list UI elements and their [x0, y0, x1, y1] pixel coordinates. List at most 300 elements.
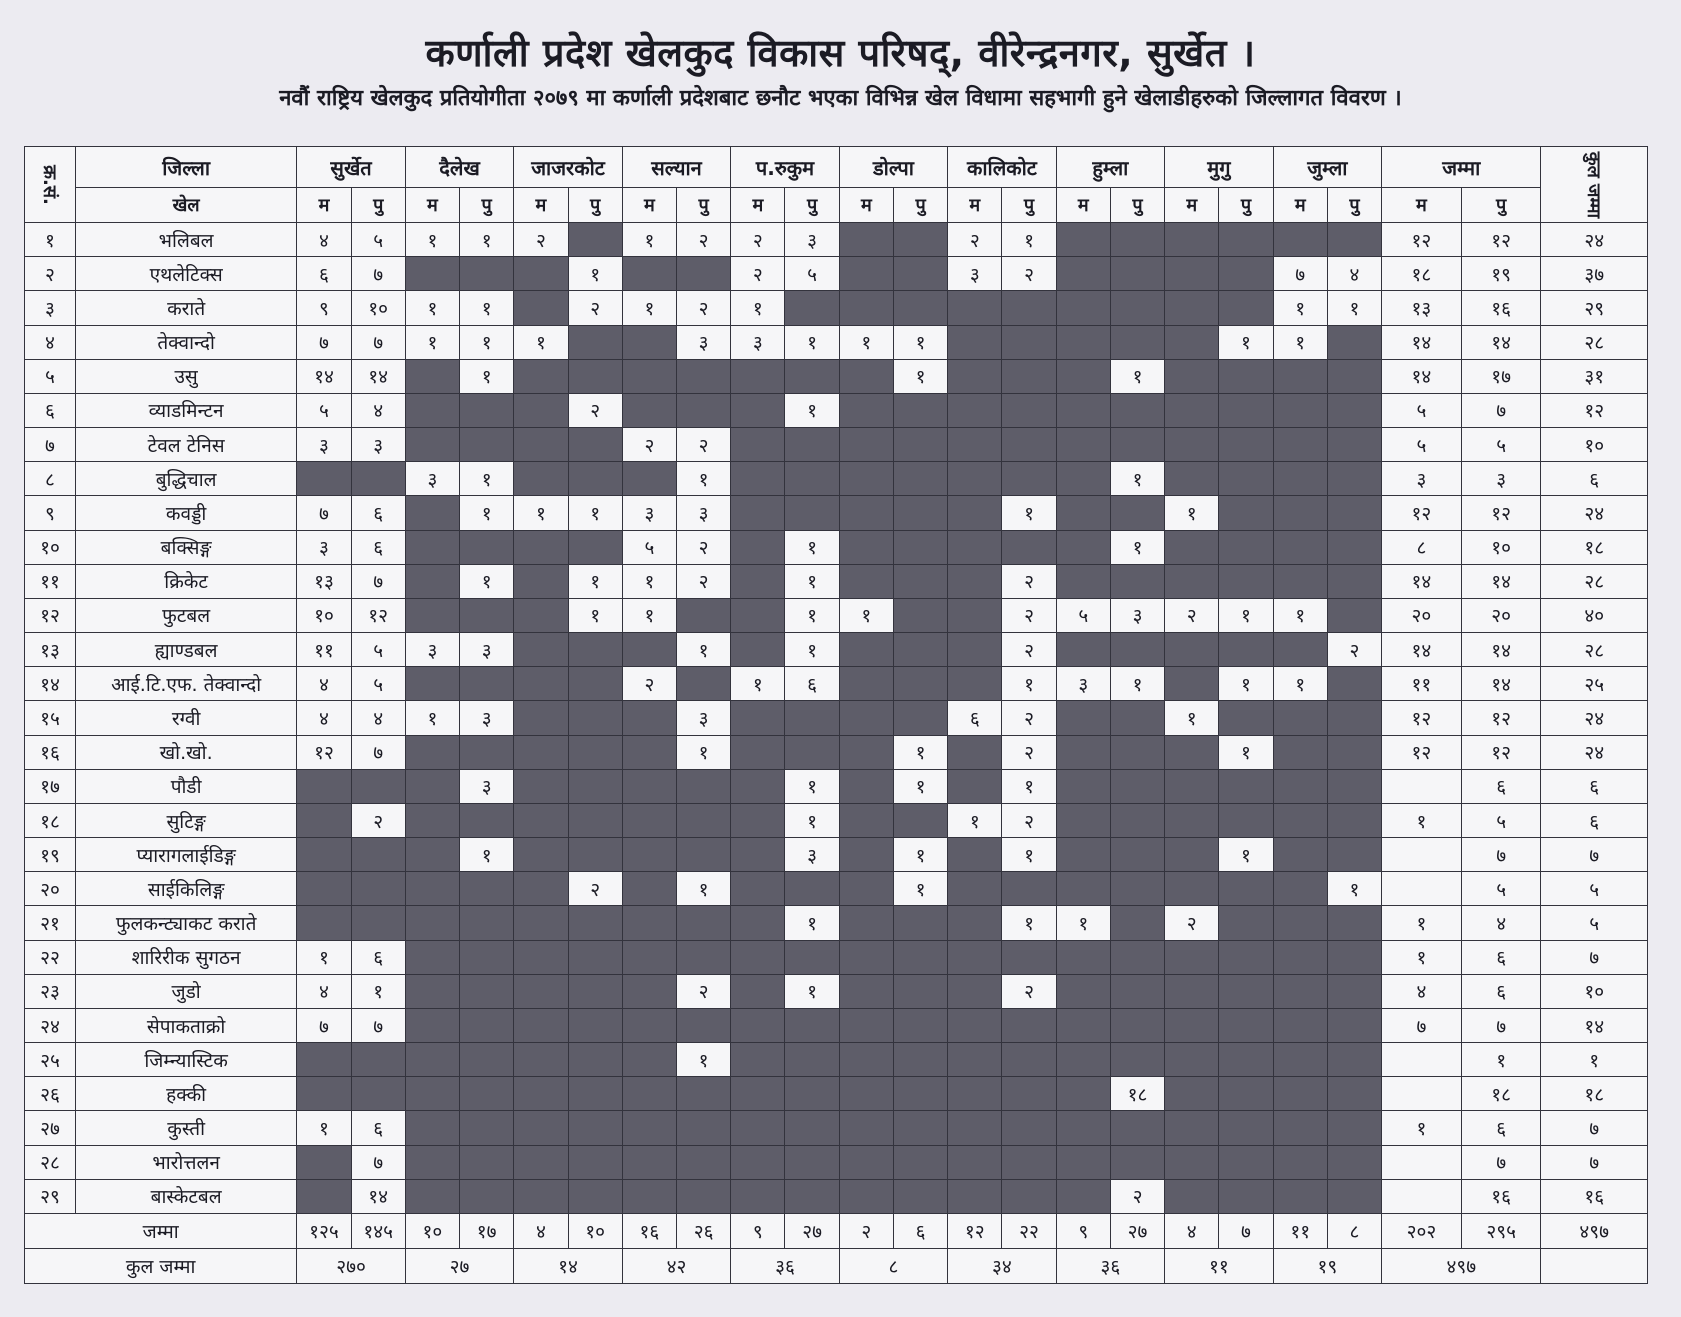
row-total-male: १०	[1461, 530, 1541, 564]
row-cell	[1327, 838, 1381, 872]
row-cell: ३	[677, 325, 731, 359]
row-cell: २	[568, 291, 622, 325]
row-cell: ५	[351, 633, 405, 667]
row-total-all: ६	[1541, 769, 1648, 803]
row-cell	[948, 633, 1002, 667]
row-cell	[677, 598, 731, 632]
row-cell: ३	[460, 701, 514, 735]
row-cell	[893, 291, 947, 325]
table-row	[25, 769, 1648, 803]
row-cell	[622, 838, 676, 872]
row-cell	[460, 974, 514, 1008]
row-cell: १	[1165, 496, 1219, 530]
row-cell	[948, 1008, 1002, 1042]
row-total-all: ७	[1541, 1111, 1648, 1145]
row-cell: ३	[948, 257, 1002, 291]
row-cell	[677, 1145, 731, 1179]
row-cell	[1219, 701, 1273, 735]
table-row	[25, 1043, 1648, 1077]
row-cell	[514, 1043, 568, 1077]
row-cell: १	[839, 598, 893, 632]
row-total-female: १४	[1382, 325, 1462, 359]
row-cell: २	[1327, 633, 1381, 667]
row-sn: २०	[25, 872, 76, 906]
header-male: पु	[677, 188, 731, 223]
row-cell	[622, 906, 676, 940]
row-cell	[351, 769, 405, 803]
row-cell	[839, 428, 893, 462]
row-game: कुस्ती	[75, 1111, 296, 1145]
row-cell	[568, 1111, 622, 1145]
row-cell: १	[405, 325, 459, 359]
row-cell: १	[785, 325, 839, 359]
row-cell: ६	[785, 667, 839, 701]
row-cell	[731, 1008, 785, 1042]
row-cell	[785, 428, 839, 462]
row-cell	[568, 1043, 622, 1077]
row-total-female	[1382, 838, 1462, 872]
header-female: म	[297, 188, 351, 223]
row-cell: १	[677, 1043, 731, 1077]
row-sn: २९	[25, 1179, 76, 1213]
row-cell	[568, 1179, 622, 1213]
row-cell: १	[785, 906, 839, 940]
row-total-male: १२	[1461, 496, 1541, 530]
row-cell	[1273, 769, 1327, 803]
row-cell	[1110, 257, 1164, 291]
row-total-all: २४	[1541, 701, 1648, 735]
row-sn: ४	[25, 325, 76, 359]
row-cell: १	[297, 940, 351, 974]
grand-total-cell: ११	[1165, 1249, 1273, 1284]
row-cell	[893, 1077, 947, 1111]
totals-cell: १७	[460, 1214, 514, 1249]
row-cell	[405, 803, 459, 837]
totals-cell: १२५	[297, 1214, 351, 1249]
header-male: पु	[893, 188, 947, 223]
row-cell	[514, 462, 568, 496]
row-cell: १	[405, 291, 459, 325]
row-cell	[1327, 974, 1381, 1008]
row-total-male: ७	[1461, 1145, 1541, 1179]
header-female: म	[622, 188, 676, 223]
row-cell	[1219, 1179, 1273, 1213]
table-row	[25, 359, 1648, 393]
row-cell	[297, 838, 351, 872]
row-total-male: १६	[1461, 291, 1541, 325]
row-cell: १३	[297, 564, 351, 598]
header-district-name: सल्यान	[622, 147, 730, 188]
row-cell: १	[731, 291, 785, 325]
row-cell: ३	[351, 428, 405, 462]
row-cell	[297, 872, 351, 906]
row-cell	[731, 428, 785, 462]
row-cell	[405, 667, 459, 701]
row-cell	[948, 735, 1002, 769]
row-cell: ७	[297, 325, 351, 359]
row-cell	[351, 906, 405, 940]
row-cell	[622, 462, 676, 496]
row-cell	[297, 1145, 351, 1179]
table-row	[25, 223, 1648, 257]
row-cell	[1273, 1179, 1327, 1213]
row-game: सुटिङ्ग	[75, 803, 296, 837]
row-cell: ६	[351, 940, 405, 974]
row-cell	[731, 838, 785, 872]
row-cell	[1056, 462, 1110, 496]
row-total-all: ५	[1541, 872, 1648, 906]
row-cell	[1327, 325, 1381, 359]
row-cell	[405, 872, 459, 906]
row-cell	[1219, 974, 1273, 1008]
row-cell: ९	[297, 291, 351, 325]
row-cell	[948, 906, 1002, 940]
row-cell	[351, 462, 405, 496]
row-cell	[893, 701, 947, 735]
row-cell	[1056, 257, 1110, 291]
table-row	[25, 530, 1648, 564]
row-cell: १	[1165, 701, 1219, 735]
header-female: म	[1056, 188, 1110, 223]
row-cell	[622, 701, 676, 735]
row-cell: १	[1327, 872, 1381, 906]
row-cell: १०	[297, 598, 351, 632]
row-total-male: १२	[1461, 701, 1541, 735]
row-cell	[460, 530, 514, 564]
row-cell	[677, 769, 731, 803]
row-cell	[1327, 393, 1381, 427]
table-row	[25, 803, 1648, 837]
header-district-name: मुगु	[1165, 147, 1273, 188]
row-cell	[839, 223, 893, 257]
row-game: भलिबल	[75, 223, 296, 257]
row-sn: २२	[25, 940, 76, 974]
row-cell	[1002, 428, 1056, 462]
row-cell	[1056, 803, 1110, 837]
row-cell: १	[1110, 667, 1164, 701]
row-cell	[948, 872, 1002, 906]
row-cell	[405, 838, 459, 872]
row-total-all: २९	[1541, 291, 1648, 325]
row-cell	[731, 872, 785, 906]
row-cell: १	[1002, 769, 1056, 803]
row-cell	[893, 496, 947, 530]
row-total-male: ७	[1461, 393, 1541, 427]
row-cell: २	[1002, 564, 1056, 598]
row-cell	[297, 769, 351, 803]
row-cell	[1110, 325, 1164, 359]
row-total-male: १२	[1461, 735, 1541, 769]
row-cell	[1002, 359, 1056, 393]
row-cell: ३	[297, 530, 351, 564]
row-cell	[839, 530, 893, 564]
row-sn: ३	[25, 291, 76, 325]
row-cell: ५	[785, 257, 839, 291]
row-cell	[1056, 872, 1110, 906]
row-cell: ३	[677, 701, 731, 735]
row-total-all: २८	[1541, 564, 1648, 598]
row-cell	[1327, 530, 1381, 564]
header-male: पु	[1110, 188, 1164, 223]
row-cell	[948, 564, 1002, 598]
row-cell	[948, 359, 1002, 393]
row-cell	[1110, 872, 1164, 906]
row-cell	[514, 906, 568, 940]
row-cell: ३	[297, 428, 351, 462]
row-cell	[948, 291, 1002, 325]
table-row	[25, 974, 1648, 1008]
row-cell	[1056, 940, 1110, 974]
page-subtitle: नवौं राष्ट्रिय खेलकुद प्रतियोगीता २०७९ मा कर्णाली प्रदेशबाट छनौट भएका विभिन्न खेल विधामा सहभागी हुने खेलाडीहरुको जिल्लागत विवरण ।	[279, 86, 1402, 111]
header-male: पु	[568, 188, 622, 223]
row-cell	[568, 530, 622, 564]
row-cell	[785, 872, 839, 906]
row-game: कवड्डी	[75, 496, 296, 530]
row-cell	[297, 1179, 351, 1213]
row-cell	[1327, 940, 1381, 974]
row-cell	[1273, 428, 1327, 462]
row-cell: २	[677, 428, 731, 462]
row-game: बुद्धिचाल	[75, 462, 296, 496]
table-row	[25, 838, 1648, 872]
page-title: कर्णाली प्रदेश खेलकुद विकास परिषद्, वीरेन्द्रनगर, सुर्खेत ।	[425, 31, 1256, 75]
row-cell	[839, 291, 893, 325]
row-cell	[1327, 701, 1381, 735]
row-game: व्याडमिन्टन	[75, 393, 296, 427]
row-cell	[514, 428, 568, 462]
row-cell	[622, 1145, 676, 1179]
row-cell: ११	[297, 633, 351, 667]
row-cell	[839, 257, 893, 291]
row-cell	[622, 1077, 676, 1111]
row-total-female: १	[1382, 803, 1462, 837]
row-cell	[1056, 530, 1110, 564]
row-cell	[1110, 1111, 1164, 1145]
row-cell	[677, 940, 731, 974]
row-cell	[1165, 564, 1219, 598]
row-cell: १	[785, 530, 839, 564]
row-cell	[1273, 735, 1327, 769]
row-cell	[839, 496, 893, 530]
row-cell	[460, 1145, 514, 1179]
row-cell	[405, 1179, 459, 1213]
row-cell: ३	[622, 496, 676, 530]
row-cell: ६	[948, 701, 1002, 735]
row-cell	[568, 1008, 622, 1042]
row-sn: ८	[25, 462, 76, 496]
row-cell	[785, 462, 839, 496]
row-cell	[514, 803, 568, 837]
row-total-all: ५	[1541, 906, 1648, 940]
table-row	[25, 564, 1648, 598]
row-cell	[1002, 462, 1056, 496]
row-cell: २	[514, 223, 568, 257]
row-cell	[622, 803, 676, 837]
header-sn	[25, 147, 76, 223]
row-sn: ११	[25, 564, 76, 598]
row-cell	[1165, 1111, 1219, 1145]
row-cell	[893, 530, 947, 564]
row-game: खो.खो.	[75, 735, 296, 769]
row-cell	[1327, 496, 1381, 530]
row-total-all: ७	[1541, 1145, 1648, 1179]
row-cell: ४	[351, 393, 405, 427]
row-cell: ४	[297, 667, 351, 701]
row-cell	[1002, 940, 1056, 974]
totals-cell: ४	[1165, 1214, 1219, 1249]
row-game: आई.टि.एफ. तेक्वान्दो	[75, 667, 296, 701]
row-cell: १	[460, 359, 514, 393]
row-cell	[785, 359, 839, 393]
row-cell	[1165, 1008, 1219, 1042]
row-cell	[893, 667, 947, 701]
row-total-male: १	[1461, 1043, 1541, 1077]
row-sn: १५	[25, 701, 76, 735]
row-sn: १७	[25, 769, 76, 803]
row-cell: ५	[622, 530, 676, 564]
row-cell: ४	[351, 701, 405, 735]
row-cell	[677, 667, 731, 701]
row-cell: १	[460, 496, 514, 530]
row-cell: १	[1219, 325, 1273, 359]
row-cell	[1165, 735, 1219, 769]
row-cell	[677, 393, 731, 427]
table-row	[25, 633, 1648, 667]
row-cell	[1002, 1043, 1056, 1077]
row-cell	[1219, 564, 1273, 598]
row-cell: ७	[297, 1008, 351, 1042]
row-cell	[948, 598, 1002, 632]
row-cell: २	[1002, 803, 1056, 837]
row-cell: १	[1273, 598, 1327, 632]
row-cell	[460, 667, 514, 701]
table-row	[25, 735, 1648, 769]
row-cell: ६	[351, 1111, 405, 1145]
row-cell	[460, 1043, 514, 1077]
row-cell	[1327, 428, 1381, 462]
row-cell	[351, 1043, 405, 1077]
row-cell	[839, 1077, 893, 1111]
row-cell	[514, 667, 568, 701]
header-male: पु	[351, 188, 405, 223]
row-cell	[1327, 359, 1381, 393]
row-cell	[1327, 906, 1381, 940]
row-cell	[1056, 496, 1110, 530]
row-cell	[948, 530, 1002, 564]
row-cell: २	[948, 223, 1002, 257]
row-cell	[1327, 769, 1381, 803]
row-cell: १	[622, 598, 676, 632]
header-male: पु	[1461, 188, 1541, 223]
row-cell	[731, 530, 785, 564]
row-cell	[514, 940, 568, 974]
row-cell	[731, 701, 785, 735]
row-cell: ७	[351, 735, 405, 769]
row-total-all: १८	[1541, 1077, 1648, 1111]
row-cell: २	[568, 393, 622, 427]
row-cell	[1273, 359, 1327, 393]
row-cell	[677, 803, 731, 837]
row-cell: ७	[351, 1145, 405, 1179]
row-cell	[514, 769, 568, 803]
row-cell: २	[622, 428, 676, 462]
row-sn: १६	[25, 735, 76, 769]
row-cell	[460, 393, 514, 427]
row-cell	[460, 906, 514, 940]
row-cell	[1056, 1043, 1110, 1077]
row-cell	[568, 701, 622, 735]
row-sn: १४	[25, 667, 76, 701]
row-cell: १	[677, 462, 731, 496]
table-row	[25, 393, 1648, 427]
row-cell	[1110, 564, 1164, 598]
totals-cell: ४	[514, 1214, 568, 1249]
row-total-male: ४	[1461, 906, 1541, 940]
totals-cell: ७	[1219, 1214, 1273, 1249]
row-cell: १	[622, 223, 676, 257]
row-cell: १४	[351, 359, 405, 393]
row-cell	[948, 393, 1002, 427]
row-cell: ६	[351, 530, 405, 564]
row-total-all: २४	[1541, 496, 1648, 530]
row-total-all: १०	[1541, 428, 1648, 462]
row-cell: २	[731, 223, 785, 257]
row-cell	[405, 428, 459, 462]
row-game: कराते	[75, 291, 296, 325]
row-cell	[1219, 1111, 1273, 1145]
totals-sum-cell: २९५	[1461, 1214, 1541, 1249]
row-total-female: १	[1382, 906, 1462, 940]
row-cell	[1219, 1145, 1273, 1179]
row-cell	[839, 667, 893, 701]
table-row	[25, 701, 1648, 735]
row-cell	[514, 530, 568, 564]
row-game: फुटबल	[75, 598, 296, 632]
row-cell: २	[1002, 701, 1056, 735]
row-cell	[405, 530, 459, 564]
row-cell: २	[677, 974, 731, 1008]
row-cell	[622, 359, 676, 393]
row-total-female: ४	[1382, 974, 1462, 1008]
row-cell	[405, 257, 459, 291]
row-total-female: ५	[1382, 393, 1462, 427]
row-cell: १	[622, 291, 676, 325]
row-cell	[1165, 1179, 1219, 1213]
row-cell: १	[893, 872, 947, 906]
row-game: फुलकन्ट्याकट कराते	[75, 906, 296, 940]
row-cell	[839, 940, 893, 974]
row-cell: १	[677, 872, 731, 906]
row-cell	[460, 1179, 514, 1213]
row-cell	[460, 1008, 514, 1042]
row-cell	[1273, 393, 1327, 427]
row-total-all: ३७	[1541, 257, 1648, 291]
row-cell	[568, 906, 622, 940]
row-cell	[1219, 291, 1273, 325]
row-cell	[1110, 428, 1164, 462]
row-cell	[731, 735, 785, 769]
row-sn: १९	[25, 838, 76, 872]
row-total-all: २४	[1541, 735, 1648, 769]
row-cell	[893, 598, 947, 632]
row-cell: १	[893, 769, 947, 803]
row-cell	[1110, 1145, 1164, 1179]
grand-total-cell: २७०	[297, 1249, 405, 1284]
row-game: बक्सिङ्ग	[75, 530, 296, 564]
row-cell	[839, 1043, 893, 1077]
row-total-female: ११	[1382, 667, 1462, 701]
row-cell	[297, 1077, 351, 1111]
